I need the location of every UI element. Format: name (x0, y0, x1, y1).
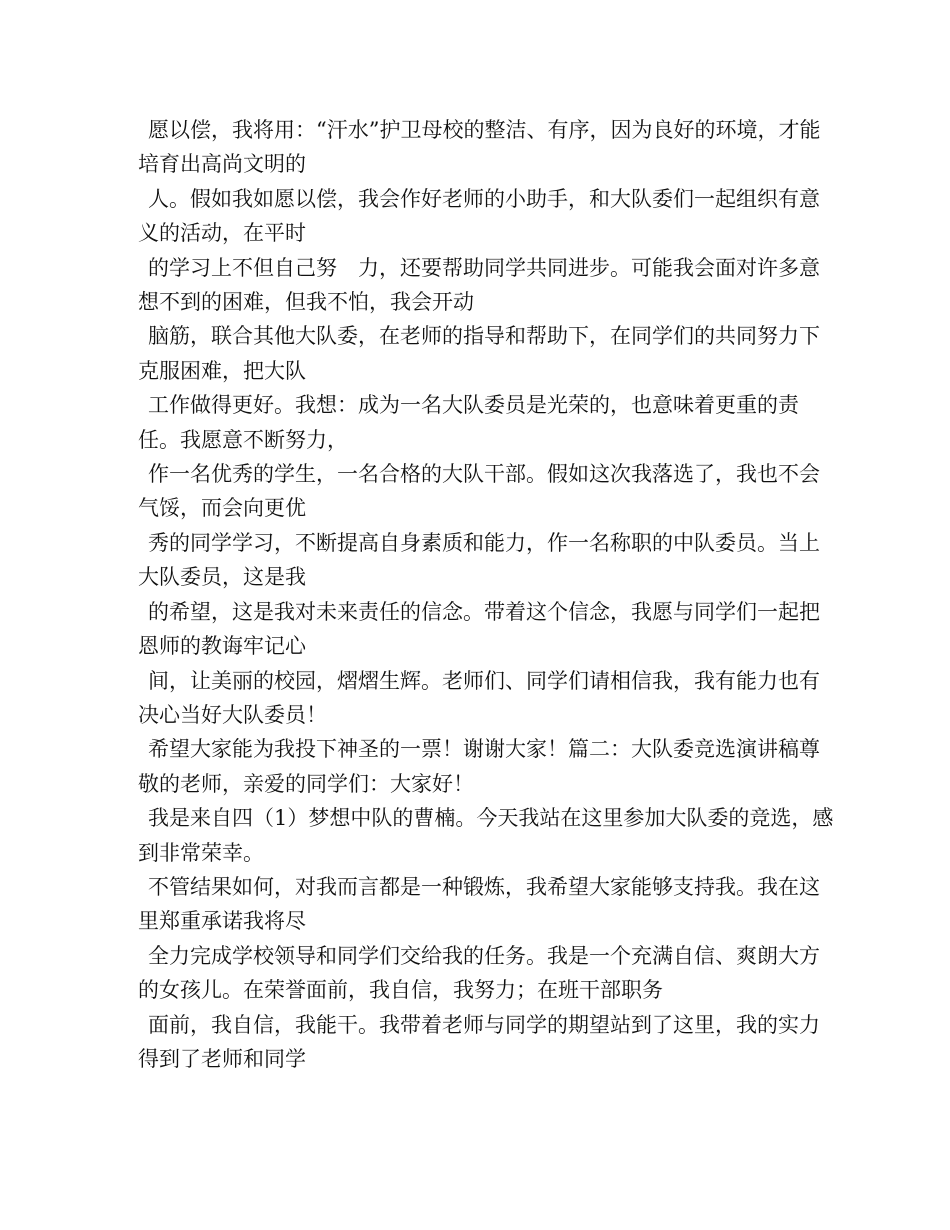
paragraph: 秀的同学学习，不断提高自身素质和能力，作一名称职的中队委员。当上大队委员，这是我 (138, 530, 820, 590)
paragraph: 全力完成学校领导和同学们交给我的任务。我是一个充满自信、爽朗大方的女孩儿。在荣誉面前，我自信，我努力；在班干部职务 (138, 943, 820, 1003)
paragraph: 作一名优秀的学生，一名合格的大队干部。假如这次我落选了，我也不会气馁，而会向更优 (138, 462, 820, 521)
paragraph: 愿以偿，我将用：“汗水”护卫母校的整洁、有序，因为良好的环境，才能培育出高尚文明的 (138, 118, 821, 177)
document-body (138, 113, 838, 1076)
paragraph: 不管结果如何，对我而言都是一种锻炼，我希望大家能够支持我。我在这里郑重承诺我将尽 (138, 874, 820, 934)
paragraph: 希望大家能为我投下神圣的一票！谢谢大家！篇二：大队委竞选演讲稿尊敬的老师，亲爱的同学们：大家好！ (138, 737, 820, 796)
paragraph: 人。假如我如愿以偿，我会作好老师的小助手，和大队委们一起组织有意义的活动，在平时 (138, 186, 820, 246)
paragraph: 间，让美丽的校园，熠熠生辉。老师们、同学们请相信我，我有能力也有决心当好大队委员！ (138, 668, 820, 727)
paragraph: 我是来自四（1）梦想中队的曹楠。今天我站在这里参加大队委的竞选，感到非常荣幸。 (138, 806, 834, 865)
paragraph: 面前，我自信，我能干。我带着老师与同学的期望站到了这里，我的实力得到了老师和同学 (138, 1012, 820, 1071)
paragraph: 的学习上不但自己努 力，还要帮助同学共同进步。可能我会面对许多意想不到的困难，但我不怕，我会开动 (138, 255, 820, 315)
paragraph: 的希望，这是我对未来责任的信念。带着这个信念，我愿与同学们一起把恩师的教诲牢记心 (138, 599, 820, 659)
paragraph: 工作做得更好。我想：成为一名大队委员是光荣的，也意味着更重的责任。我愿意不断努力， (138, 393, 799, 452)
paragraph: 脑筋，联合其他大队委，在老师的指导和帮助下，在同学们的共同努力下克服困难，把大队 (138, 324, 820, 383)
